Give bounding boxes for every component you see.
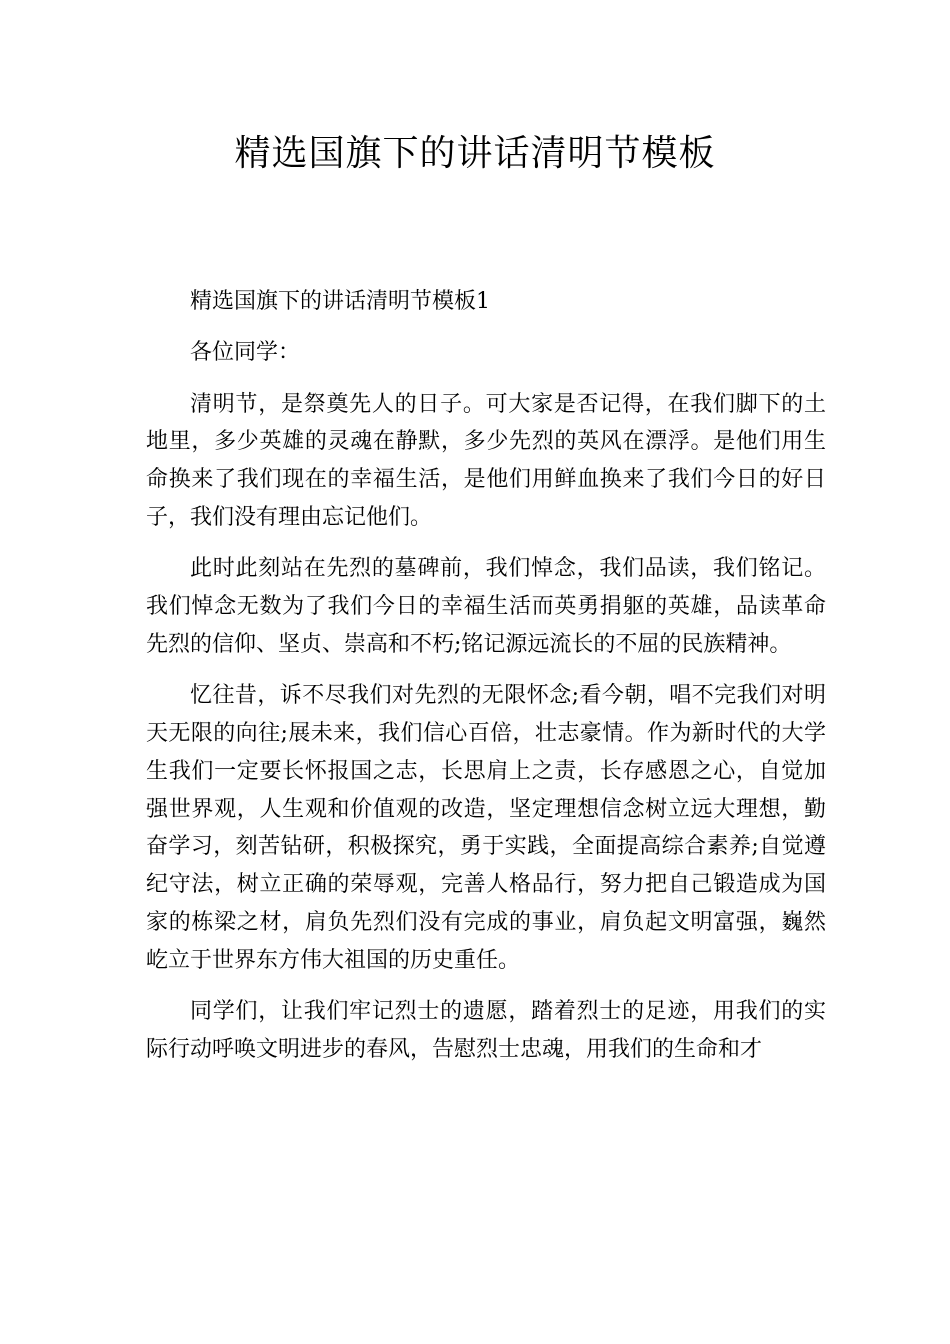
document-title: 精选国旗下的讲话清明节模板 (234, 133, 716, 174)
paragraph: 清明节，是祭奠先人的日子。可大家是否记得，在我们脚下的土地里，多少英雄的灵魂在静默，多少先烈的英风在漂浮。是他们用生命换来了我们现在的幸福生活，是他们用鲜血换来了我们今日的好日子，我们没有理由忘记他们。 (146, 391, 826, 530)
paragraph: 忆往昔，诉不尽我们对先烈的无限怀念;看今朝，唱不完我们对明天无限的向往;展未来，我们信心百倍，壮志豪情。作为新时代的大学生我们一定要长怀报国之志，长思肩上之责，长存感恩之心，自觉加强世界观，人生观和价值观的改造，坚定理想信念树立远大理想，勤奋学习，刻苦钻研，积极探究，勇于实践，全面提高综合素养;自觉遵纪守法，树立正确的荣辱观，完善人格品行，努力把自己锻造成为国家的栋梁之材，肩负先烈们没有完成的事业，肩负起文明富强，巍然屹立于世界东方伟大祖国的历史重任。 (146, 683, 826, 973)
document-body (146, 283, 826, 1082)
paragraph-subtitle: 精选国旗下的讲话清明节模板1 (190, 289, 490, 314)
paragraph: 同学们，让我们牢记烈士的遗愿，踏着烈士的足迹，用我们的实际行动呼唤文明进步的春风，告慰烈士忠魂，用我们的生命和才 (146, 999, 826, 1062)
paragraph: 此时此刻站在先烈的墓碑前，我们悼念，我们品读，我们铭记。我们悼念无数为了我们今日的幸福生活而英勇捐躯的英雄，品读革命先烈的信仰、坚贞、崇高和不朽;铭记源远流长的不屈的民族精神。 (146, 556, 826, 657)
paragraph-salutation: 各位同学： (190, 340, 301, 366)
